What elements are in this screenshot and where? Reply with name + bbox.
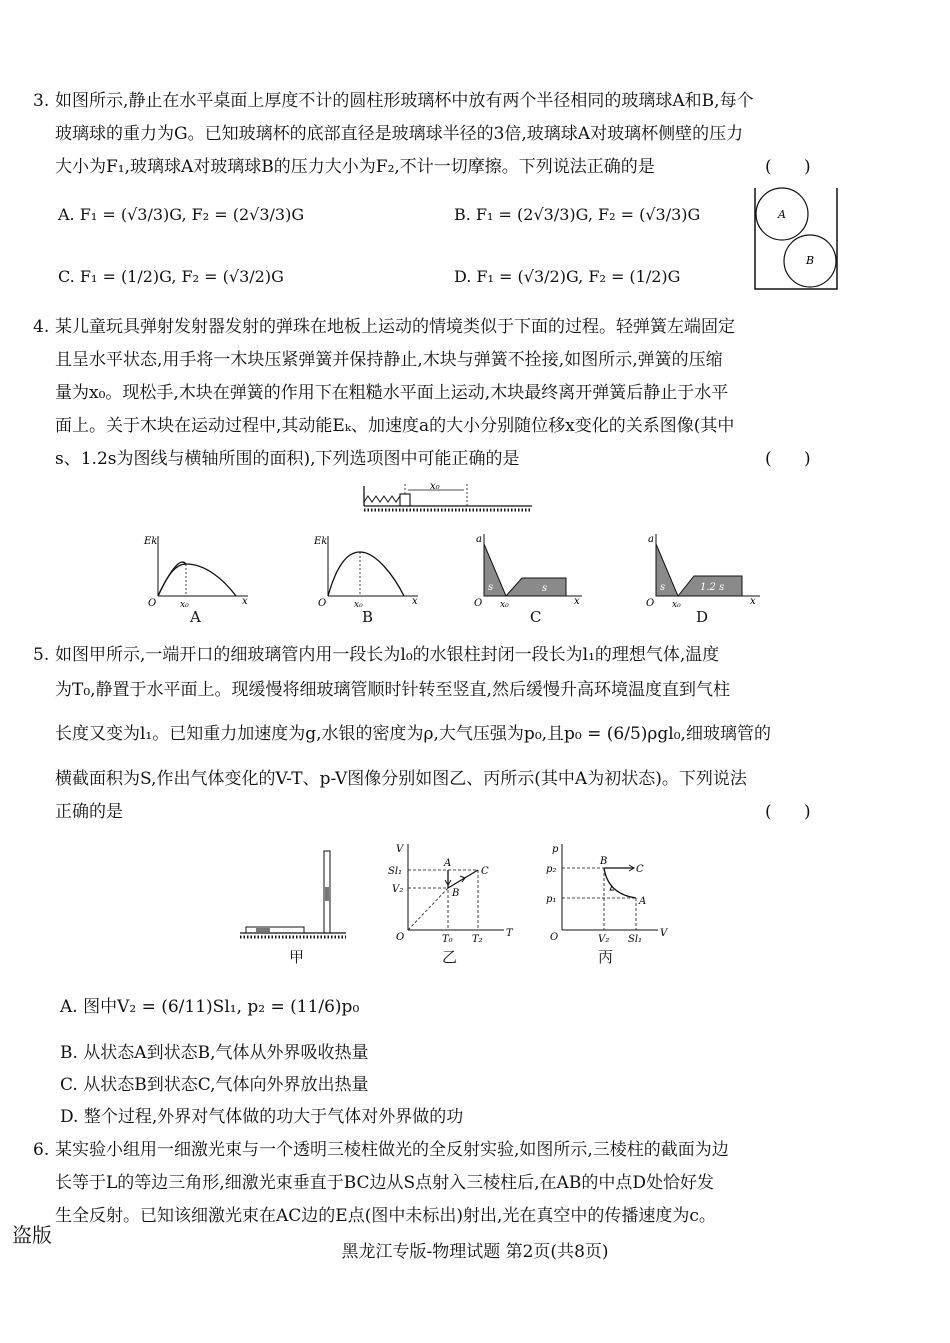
q4-line-4: 面上。关于木块在运动过程中,其动能Eₖ、加速度a的大小分别随位移x变化的关系图像(其中 bbox=[55, 416, 735, 436]
pv-axis-p: p bbox=[552, 844, 559, 855]
q3-option-d: D. F₁ = (√3/2)G, F₂ = (1/2)G bbox=[454, 267, 681, 286]
page-footer: 黑龙江专版-物理试题 第2页(共8页) bbox=[341, 1242, 609, 1262]
q5-line-3: 长度又变为l₁。已知重力加速度为g,水银的密度为ρ,大气压强为p₀,且p₀ = (6/5)ρgl₀,细玻璃管的 bbox=[55, 724, 771, 744]
ball-a-label: A bbox=[778, 208, 786, 221]
q4-number: 4. bbox=[33, 317, 50, 337]
block-icon bbox=[400, 494, 410, 506]
q3-option-b: B. F₁ = (2√3/3)G, F₂ = (√3/3)G bbox=[454, 205, 701, 224]
vt-origin: O bbox=[396, 932, 405, 943]
q3-line-1: 如图所示,静止在水平桌面上厚度不计的圆柱形玻璃杯中放有两个半径相同的玻璃球A和B,每个 bbox=[55, 91, 754, 111]
graph-d-xlabel: x bbox=[750, 596, 756, 607]
q5-option-d: D. 整个过程,外界对气体做的功大于气体对外界做的功 bbox=[60, 1107, 464, 1127]
q5-option-c: C. 从状态B到状态C,气体向外界放出热量 bbox=[60, 1075, 369, 1095]
graph-d-origin: O bbox=[646, 598, 655, 609]
q4-graph-d-caption: D bbox=[696, 608, 709, 626]
graph-c-origin: O bbox=[474, 598, 483, 609]
q5-figure-jia-caption: 甲 bbox=[289, 948, 305, 966]
vt-t2: T₂ bbox=[472, 934, 483, 945]
graph-c-ylabel: a bbox=[476, 534, 482, 545]
graph-d-area2: 1.2 s bbox=[700, 582, 725, 593]
q6-line-3: 生全反射。已知该细激光束在AC边的E点(图中未标出)射出,光在真空中的传播速度为c。 bbox=[55, 1206, 716, 1226]
graph-a-origin: O bbox=[148, 598, 157, 609]
pv-point-a: A bbox=[639, 896, 647, 907]
pv-sl1: Sl₁ bbox=[628, 934, 643, 945]
q3-answer-paren: ( ) bbox=[765, 157, 811, 177]
graph-d-xtick: x₀ bbox=[672, 600, 681, 610]
q4-answer-paren: ( ) bbox=[765, 449, 811, 469]
pv-p2: p₂ bbox=[546, 864, 557, 875]
pv-p1: p₁ bbox=[546, 894, 557, 905]
graph-b-origin: O bbox=[318, 598, 327, 609]
q4-line-1: 某儿童玩具弹射发射器发射的弹珠在地板上运动的情境类似于下面的过程。轻弹簧左端固定 bbox=[55, 317, 735, 337]
graph-a-ylabel: Ek bbox=[144, 536, 158, 547]
q5-option-b: B. 从状态A到状态B,气体从外界吸收热量 bbox=[60, 1043, 369, 1063]
pv-point-b: B bbox=[600, 856, 608, 867]
q4-graph-b-caption: B bbox=[362, 608, 374, 626]
q4-line-3: 量为x₀。现松手,木块在弹簧的作用下在粗糙水平面上运动,木块最终离开弹簧后静止于水平 bbox=[55, 383, 729, 403]
vt-v2: V₂ bbox=[392, 884, 404, 895]
q5-number: 5. bbox=[33, 645, 50, 665]
q6-number: 6. bbox=[33, 1140, 50, 1160]
q5-line-2: 为T₀,静置于水平面上。现缓慢将细玻璃管顺时针转至竖直,然后缓慢升高环境温度直到气柱 bbox=[55, 680, 730, 700]
graph-b-ylabel: Ek bbox=[314, 536, 328, 547]
q5-option-a: A. 图中V₂ = (6/11)Sl₁, p₂ = (11/6)p₀ bbox=[60, 997, 360, 1017]
q5-answer-paren: ( ) bbox=[765, 802, 811, 822]
q6-line-1: 某实验小组用一细激光束与一个透明三棱柱做光的全反射实验,如图所示,三棱柱的截面为边 bbox=[55, 1140, 729, 1160]
ball-b-label: B bbox=[806, 254, 815, 267]
graph-c-area2: s bbox=[542, 583, 548, 594]
graph-c-area1: s bbox=[488, 582, 494, 593]
q5-line-1: 如图甲所示,一端开口的细玻璃管内用一段长为l₀的水银柱封闭一段长为l₁的理想气体,温度 bbox=[55, 645, 720, 665]
pv-point-c: C bbox=[636, 864, 644, 875]
q3-option-a: A. F₁ = (√3/3)G, F₂ = (2√3/3)G bbox=[58, 205, 305, 224]
vt-point-c: C bbox=[481, 866, 489, 877]
q5-figure-yi-vt bbox=[384, 838, 514, 948]
graph-d-ylabel: a bbox=[648, 534, 654, 545]
q5-line-4: 横截面积为S,作出气体变化的V-T、p-V图像分别如图乙、丙所示(其中A为初状态)。下列说法 bbox=[55, 769, 747, 789]
vt-sl1: Sl₁ bbox=[388, 866, 403, 877]
graph-a-xlabel: x bbox=[242, 596, 248, 607]
q3-option-c: C. F₁ = (1/2)G, F₂ = (√3/2)G bbox=[58, 267, 284, 286]
q4-spring-setup-figure bbox=[360, 480, 540, 516]
q5-figure-yi-caption: 乙 bbox=[442, 948, 458, 966]
q4-graph-d bbox=[642, 528, 767, 610]
pv-axis-v: V bbox=[660, 928, 668, 939]
vt-point-a: A bbox=[444, 858, 452, 869]
vt-point-b: B bbox=[452, 888, 460, 899]
q4-line-5: s、1.2s为图线与横轴所围的面积),下列选项图中可能正确的是 bbox=[55, 449, 520, 469]
vt-axis-v: V bbox=[396, 844, 404, 855]
q3-line-3: 大小为F₁,玻璃球A对玻璃球B的压力大小为F₂,不计一切摩擦。下列说法正确的是 bbox=[55, 157, 655, 177]
graph-d-area1: s bbox=[660, 582, 666, 593]
graph-a-xtick: x₀ bbox=[180, 600, 189, 610]
graph-b-xtick: x₀ bbox=[354, 600, 363, 610]
q3-line-2: 玻璃球的重力为G。已知玻璃杯的底部直径是玻璃球半径的3倍,玻璃球A对玻璃杯侧壁的压力 bbox=[55, 124, 744, 144]
q5-line-5: 正确的是 bbox=[55, 802, 123, 822]
graph-b-xlabel: x bbox=[412, 596, 418, 607]
setup-x0-label: x₀ bbox=[430, 481, 440, 492]
graph-c-xtick: x₀ bbox=[500, 600, 509, 610]
pv-v2: V₂ bbox=[598, 934, 610, 945]
q4-graph-a-caption: A bbox=[190, 608, 201, 626]
q4-graph-a bbox=[140, 530, 255, 610]
q4-graph-b bbox=[310, 530, 425, 610]
q5-figure-bing-caption: 丙 bbox=[598, 948, 614, 966]
q4-line-2: 且呈水平状态,用手将一木块压紧弹簧并保持静止,木块与弹簧不拴接,如图所示,弹簧的压缩 bbox=[55, 350, 723, 370]
graph-c-xlabel: x bbox=[574, 596, 580, 607]
q6-line-2: 长等于L的等边三角形,细激光束垂直于BC边从S点射入三棱柱后,在AB的中点D处恰好发 bbox=[55, 1173, 714, 1193]
spring-icon bbox=[364, 496, 404, 502]
q3-number: 3. bbox=[33, 91, 50, 111]
pv-origin: O bbox=[550, 932, 559, 943]
watermark-stamp: 盗版 bbox=[12, 1223, 52, 1247]
q5-figure-bing-pv bbox=[540, 838, 670, 948]
q4-graph-c-caption: C bbox=[530, 608, 542, 626]
q5-figure-jia bbox=[236, 845, 354, 945]
vt-t0: T₀ bbox=[442, 934, 453, 945]
q4-graph-c bbox=[470, 528, 590, 610]
q3-glass-cup-figure bbox=[752, 186, 840, 292]
vt-axis-t: T bbox=[506, 928, 513, 939]
